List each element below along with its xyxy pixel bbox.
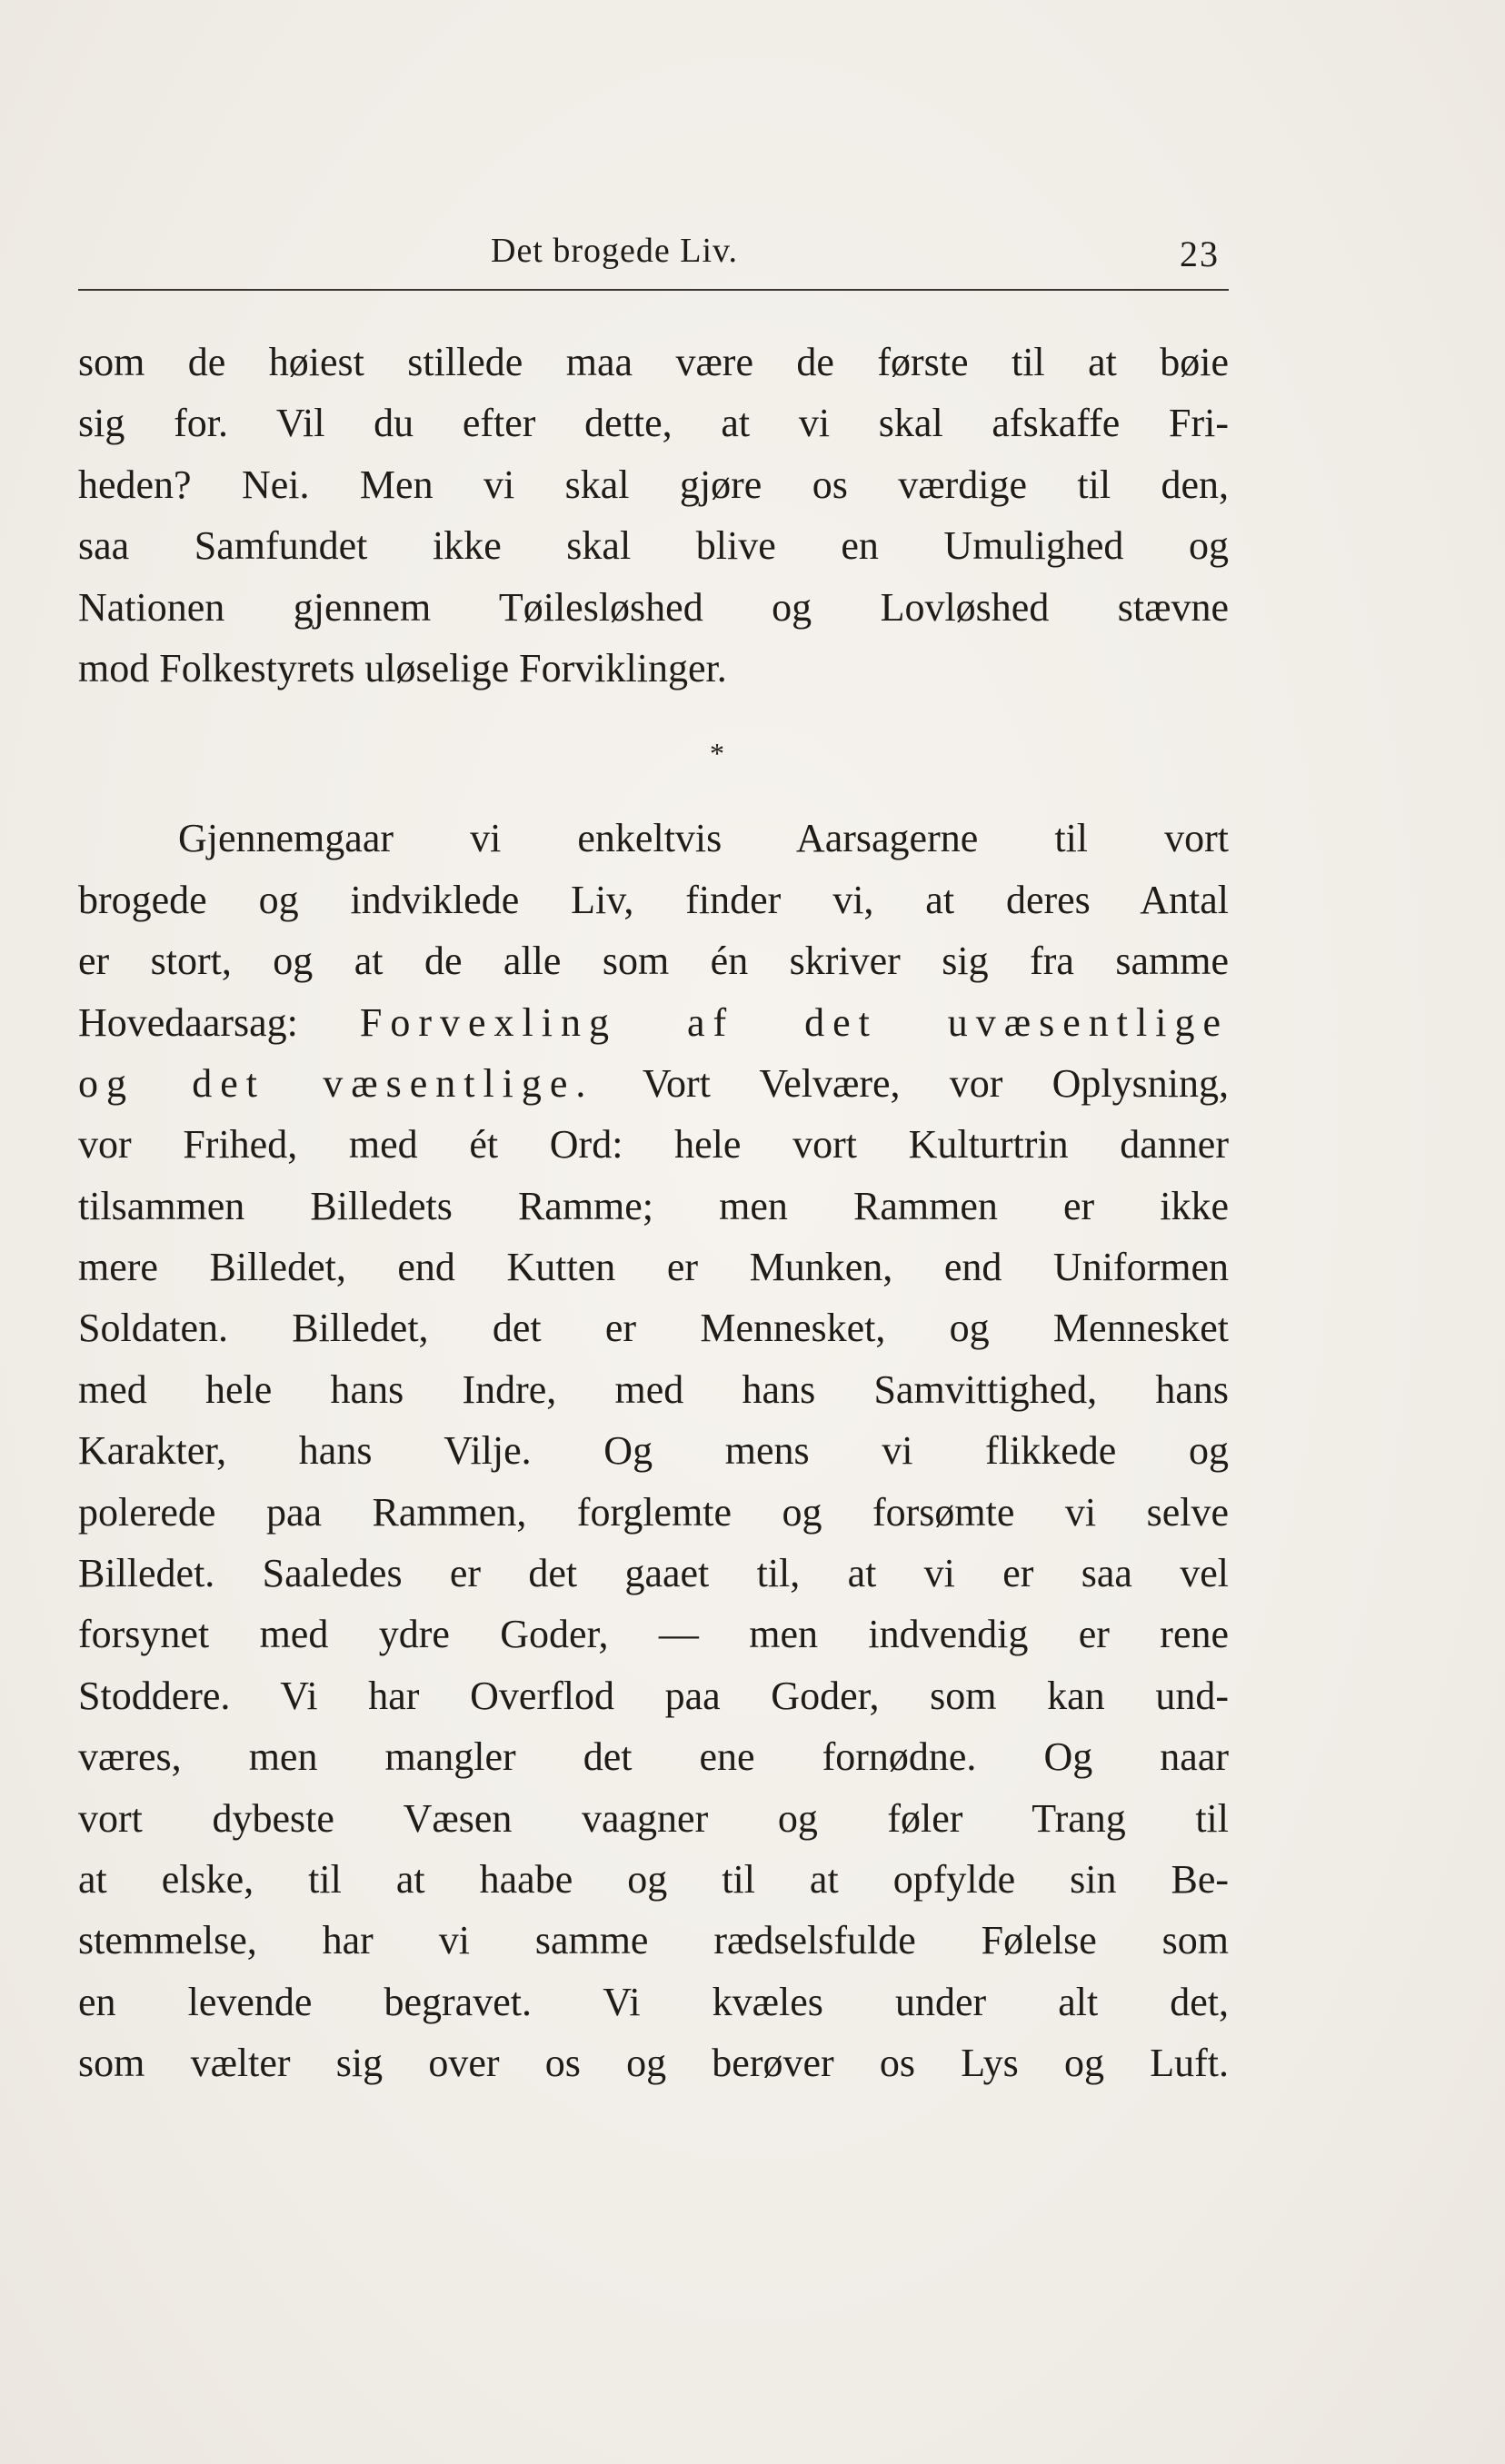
text-line: er stort, og at de alle som én skriver sig fra samme <box>78 939 1229 984</box>
emphasis-text: og det væsentlige. <box>78 1060 594 1106</box>
text-segment: Hovedaarsag: <box>78 999 298 1045</box>
text-line: en levende begravet. Vi kvæles under alt det, <box>78 1979 1229 2024</box>
text-line: sig for. Vil du efter dette, at vi skal afskaffe Fri- <box>78 401 1229 446</box>
text-line <box>78 992 1229 1053</box>
text-line: Stoddere. Vi har Overflod paa Goder, som kan und- <box>78 1673 1229 1718</box>
text-line: vor Frihed, med ét Ord: hele vort Kulturtrin danner <box>78 1122 1229 1167</box>
text-segment: Vort Velvære, vor Oplysning, <box>642 1060 1229 1106</box>
text-line: væres, men mangler det ene fornødne. Og naar <box>78 1734 1229 1780</box>
text-line: som de høiest stillede maa være de første til at bøie <box>78 340 1229 384</box>
text-line: Gjennemgaar vi enkeltvis Aarsagerne til vort <box>178 816 1229 861</box>
text-line: heden? Nei. Men vi skal gjøre os værdige til den, <box>78 462 1229 507</box>
section-separator: * <box>710 736 724 770</box>
text-line: mere Billedet, end Kutten er Munken, end Uniformen <box>78 1245 1229 1290</box>
text-line: at elske, til at haabe og til at opfylde sin Be- <box>78 1856 1229 1902</box>
text-line: mod Folkestyrets uløselige Forviklinger. <box>78 645 727 691</box>
body-text <box>78 332 1229 2094</box>
text-line: med hele hans Indre, med hans Samvittighed, hans <box>78 1366 1229 1412</box>
text-line: Billedet. Saaledes er det gaaet til, at vi er saa vel <box>78 1551 1229 1596</box>
text-line: som vælter sig over os og berøver os Lys og Luft. <box>78 2041 1229 2086</box>
text-line: saa Samfundet ikke skal blive en Umulighed og <box>78 523 1229 569</box>
emphasis-text: Forvexling af det uvæsentlige <box>359 999 1229 1045</box>
text-line: vort dybeste Væsen vaagner og føler Trang til <box>78 1795 1229 1841</box>
paragraph-2 <box>78 808 1229 2093</box>
paragraph-1 <box>78 332 1229 699</box>
running-title: Det brogede Liv. <box>491 232 739 270</box>
page-number: 23 <box>1180 233 1220 274</box>
text-line <box>78 1053 1229 1114</box>
text-line: tilsammen Billedets Ramme; men Rammen er ikke <box>78 1183 1229 1228</box>
header-rule <box>78 289 1229 291</box>
text-line: Karakter, hans Vilje. Og mens vi flikkede og <box>78 1428 1229 1474</box>
text-line: brogede og indviklede Liv, finder vi, at deres Antal <box>78 877 1229 922</box>
page-header <box>78 225 1229 291</box>
text-line: Soldaten. Billedet, det er Mennesket, og Mennesket <box>78 1306 1229 1351</box>
text-line: forsynet med ydre Goder, — men indvendig er rene <box>78 1612 1229 1657</box>
text-line: Nationen gjennem Tøilesløshed og Lovløshed stævne <box>78 584 1229 630</box>
text-line: polerede paa Rammen, forglemte og forsømte vi selve <box>78 1489 1229 1535</box>
text-line: stemmelse, har vi samme rædselsfulde Følelse som <box>78 1918 1229 1963</box>
